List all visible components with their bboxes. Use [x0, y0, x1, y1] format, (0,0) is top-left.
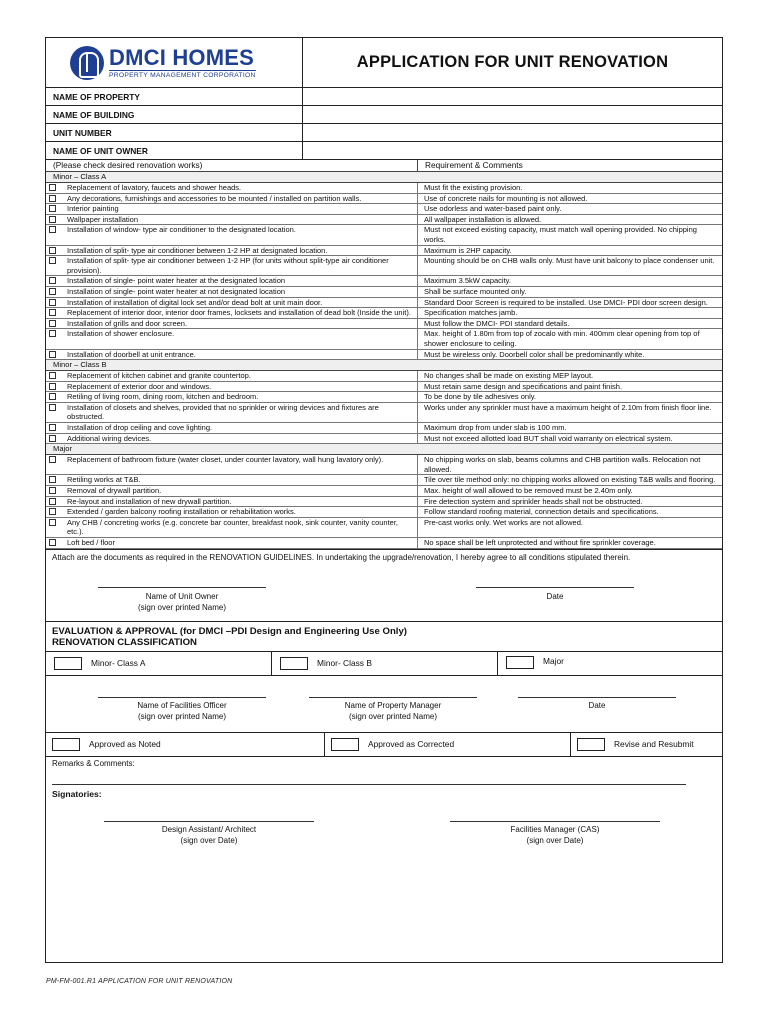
renovation-work-row — [46, 538, 722, 549]
work-description: Wallpaper installation — [67, 214, 139, 224]
work-cell — [46, 287, 418, 297]
work-description: Replacement of lavatory, faucets and shower heads. — [67, 183, 242, 192]
work-checkbox[interactable] — [49, 320, 56, 327]
work-checkbox[interactable] — [49, 184, 56, 191]
works-table-body — [46, 172, 722, 549]
requirement-cell: Maximum drop from under slab is 100 mm. — [424, 423, 567, 433]
renovation-work-row — [46, 276, 722, 287]
works-table-header — [46, 160, 722, 172]
unit-owner-label: NAME OF UNIT OWNER — [46, 142, 303, 159]
work-description: Installation of split- type air conditioner between 1-2 HP (for units without split-type air conditioner provision). — [67, 256, 389, 275]
work-cell — [46, 183, 418, 193]
approved-noted-option[interactable] — [46, 733, 325, 756]
renovation-work-row — [46, 298, 722, 309]
evaluation-heading — [46, 622, 722, 652]
renovation-work-row — [46, 246, 722, 257]
info-row-property — [46, 88, 722, 106]
work-checkbox[interactable] — [49, 456, 56, 463]
requirement-cell: No changes shall be made on existing MEP layout. — [424, 371, 594, 381]
work-description: Retiling works at T&B. — [67, 475, 141, 485]
major-checkbox[interactable] — [506, 656, 534, 669]
work-checkbox[interactable] — [49, 424, 56, 431]
evaluation-title: EVALUATION & APPROVAL (for DMCI –PDI Design and Engineering Use Only) — [52, 625, 407, 637]
requirement-cell: Pre-cast works only. Wet works are not allowed. — [424, 517, 583, 527]
work-description: Installation of window- type air conditioner to the designated location. — [67, 225, 296, 235]
work-cell — [46, 298, 418, 308]
requirement-cell: Specification matches jamb. — [424, 308, 518, 318]
requirement-cell: No space shall be left unprotected and without fire sprinkler coverage. — [424, 538, 656, 547]
requirement-cell: Follow standard roofing material, connection details and specifications. — [424, 507, 659, 517]
work-cell — [46, 246, 418, 256]
work-checkbox[interactable] — [49, 539, 56, 546]
info-row-owner — [46, 142, 722, 160]
requirement-cell: Max. height of wall allowed to be removed must be 2.40m only. — [424, 486, 633, 496]
work-cell — [46, 518, 418, 537]
work-checkbox[interactable] — [49, 508, 56, 515]
signatories-label: Signatories: — [52, 788, 102, 799]
owner-date-line[interactable] — [476, 587, 634, 588]
agreement-block — [46, 549, 722, 622]
requirement-cell: Shall be surface mounted only. — [424, 286, 527, 296]
work-checkbox[interactable] — [49, 498, 56, 505]
facilities-officer-line[interactable] — [98, 697, 266, 698]
section-header: Minor – Class B — [46, 360, 722, 371]
work-description: Re-layout and installation of new drywall partition. — [67, 496, 232, 506]
renovation-work-row — [46, 434, 722, 445]
work-cell — [46, 225, 418, 244]
work-cell — [46, 392, 418, 402]
major-label: Major — [543, 655, 564, 666]
facilities-officer-caption — [98, 700, 266, 722]
renovation-work-row — [46, 423, 722, 434]
form-header — [46, 38, 722, 88]
requirement-cell: Must fit the existing provision. — [424, 183, 523, 192]
work-description: Replacement of interior door, interior door frames, locksets and installation of dead bolt (Inside the unit). — [67, 308, 411, 318]
architect-caption-sign: (sign over Date) — [180, 835, 238, 845]
dmci-logo-icon — [70, 46, 104, 80]
work-description: Installation of drop ceiling and cove lighting. — [67, 423, 213, 433]
major-option[interactable] — [498, 652, 722, 675]
remarks-line[interactable] — [52, 784, 686, 785]
section-header: Minor – Class A — [46, 172, 722, 183]
work-checkbox[interactable] — [49, 404, 56, 411]
work-checkbox[interactable] — [49, 257, 56, 264]
work-checkbox[interactable] — [49, 277, 56, 284]
work-cell — [46, 256, 418, 275]
renovation-work-row — [46, 350, 722, 361]
renovation-work-row — [46, 287, 722, 298]
renovation-work-row — [46, 455, 722, 475]
work-description: Replacement of bathroom fixture (water closet, under counter lavatory, wall hung lavatory only). — [67, 455, 384, 465]
work-description: Additional wiring devices. — [67, 433, 152, 443]
property-manager-caption — [309, 700, 477, 722]
approval-row — [46, 733, 722, 757]
revise-resubmit-checkbox[interactable] — [577, 738, 605, 751]
requirement-cell: Must follow the DMCI- PDI standard details. — [424, 318, 570, 328]
architect-caption — [104, 824, 314, 846]
renovation-work-row — [46, 382, 722, 393]
requirement-cell: Must be wireless only. Doorbell color shall be predominantly white. — [424, 349, 645, 359]
architect-signature-line[interactable] — [104, 821, 314, 822]
facilities-manager-line[interactable] — [450, 821, 660, 822]
work-cell — [46, 350, 418, 360]
work-cell — [46, 538, 418, 548]
property-label: NAME OF PROPERTY — [46, 88, 303, 105]
work-description: Retiling of living room, dining room, kitchen and bedroom. — [67, 392, 259, 402]
class-a-option[interactable] — [46, 652, 272, 675]
requirement-cell: To be done by tile adhesives only. — [424, 392, 537, 402]
work-checkbox[interactable] — [49, 393, 56, 400]
work-description: Replacement of exterior door and windows. — [67, 381, 212, 391]
work-description: Installation of doorbell at unit entrance. — [67, 349, 196, 359]
approved-noted-checkbox[interactable] — [52, 738, 80, 751]
work-checkbox[interactable] — [49, 435, 56, 442]
evaluation-date-line[interactable] — [518, 697, 676, 698]
unit-owner-field[interactable] — [303, 142, 722, 159]
work-cell — [46, 371, 418, 381]
property-field[interactable] — [303, 88, 722, 105]
unit-number-label: UNIT NUMBER — [46, 124, 303, 141]
work-cell — [46, 497, 418, 507]
class-b-label: Minor- Class B — [317, 658, 372, 669]
brand-subtitle: PROPERTY MANAGEMENT CORPORATION — [109, 71, 256, 79]
work-description: Extended / garden balcony roofing installation or rehabilitation works. — [67, 507, 296, 517]
class-a-checkbox[interactable] — [54, 657, 82, 670]
requirement-cell: Fire detection system and sprinkler heads shall not be obstructed. — [424, 496, 643, 506]
agreement-text: Attach are the documents as required in the RENOVATION GUIDELINES. In undertaking the upgrade/renovation, I hereby agree to all conditions stipulated therein. — [52, 552, 631, 562]
renovation-work-row — [46, 256, 722, 276]
form-code-footer: PM-FM-001.R1 APPLICATION FOR UNIT RENOVATION — [46, 978, 233, 985]
work-description: Loft bed / floor — [67, 538, 115, 547]
work-description: Installation of closets and shelves, provided that no sprinkler or wiring devices and fixtures are obstructed. — [67, 402, 379, 422]
class-a-label: Minor- Class A — [91, 658, 146, 669]
work-cell — [46, 319, 418, 329]
renovation-work-row — [46, 486, 722, 497]
renovation-work-row — [46, 183, 722, 194]
officer-caption-sign: (sign over printed Name) — [137, 711, 227, 721]
facilities-caption-name: Facilities Manager (CAS) — [510, 824, 600, 834]
work-cell — [46, 276, 418, 286]
renovation-work-row — [46, 204, 722, 215]
work-description: Any CHB / concreting works (e.g. concrete bar counter, breakfast nook, sink counter, vanity counter, etc.). — [67, 517, 398, 537]
requirement-cell: Maximum 3.5kW capacity. — [424, 276, 511, 286]
work-cell — [46, 194, 418, 204]
work-cell — [46, 308, 418, 318]
renovation-work-row — [46, 319, 722, 330]
requirement-cell: Mounting should be on CHB walls only. Must have unit balcony to place condenser unit. — [424, 256, 715, 266]
requirement-cell: No chipping works on slab, beams columns and CHB partition walls. Relocation not allowed. — [424, 455, 701, 474]
work-checkbox[interactable] — [49, 330, 56, 337]
form-title: APPLICATION FOR UNIT RENOVATION — [356, 53, 669, 71]
revise-resubmit-label: Revise and Resubmit — [614, 739, 694, 750]
requirement-cell: Maximum is 2HP capacity. — [424, 245, 512, 255]
renovation-work-row — [46, 507, 722, 518]
brand-name: DMCI HOMES — [109, 44, 254, 70]
work-checkbox[interactable] — [49, 519, 56, 526]
work-cell — [46, 475, 418, 485]
work-checkbox[interactable] — [49, 216, 56, 223]
facilities-manager-caption — [450, 824, 660, 846]
work-checkbox[interactable] — [49, 205, 56, 212]
work-cell — [46, 507, 418, 517]
work-description: Removal of drywall partition. — [67, 486, 162, 496]
work-cell — [46, 434, 418, 444]
manager-caption-name: Name of Property Manager — [344, 700, 442, 710]
class-b-option[interactable] — [272, 652, 498, 675]
approved-corrected-label: Approved as Corrected — [368, 739, 455, 750]
requirement-cell: Use of concrete nails for mounting is not allowed. — [424, 193, 588, 203]
building-label: NAME OF BUILDING — [46, 106, 303, 123]
requirement-cell: Works under any sprinkler must have a maximum height of 2.10m from finish floor line. — [424, 402, 712, 412]
officer-caption-name: Name of Facilities Officer — [137, 700, 227, 710]
remarks-label: Remarks & Comments: — [52, 758, 135, 768]
property-manager-line[interactable] — [309, 697, 477, 698]
building-field[interactable] — [303, 106, 722, 123]
requirement-cell: Use odorless and water-based paint only. — [424, 204, 562, 214]
renovation-work-row — [46, 225, 722, 245]
info-fields — [46, 88, 722, 160]
requirement-cell: Must retain same design and specifications and paint finish. — [424, 381, 623, 391]
work-checkbox[interactable] — [49, 247, 56, 254]
requirement-cell: Tile over tile method only: no chipping works allowed on existing T&B walls and flooring. — [424, 475, 716, 485]
work-checkbox[interactable] — [49, 299, 56, 306]
work-checkbox[interactable] — [49, 309, 56, 316]
work-checkbox[interactable] — [49, 487, 56, 494]
owner-caption-sign: (sign over printed Name) — [137, 602, 227, 612]
renovation-work-row — [46, 403, 722, 423]
officer-signatures — [46, 676, 722, 733]
info-row-unit — [46, 124, 722, 142]
work-cell — [46, 455, 418, 474]
work-description: Interior painting — [67, 204, 119, 214]
work-description: Installation of single- point water heater at not designated location — [67, 286, 286, 296]
renovation-work-row — [46, 518, 722, 538]
work-checkbox[interactable] — [49, 383, 56, 390]
remarks-block — [46, 757, 722, 854]
renovation-work-row — [46, 308, 722, 319]
work-description: Installation of single- point water heater at the designated location — [67, 276, 286, 286]
renovation-work-row — [46, 329, 722, 349]
work-cell — [46, 215, 418, 225]
owner-date-caption: Date — [546, 591, 564, 601]
owner-caption-name: Name of Unit Owner — [145, 591, 219, 601]
work-cell — [46, 423, 418, 433]
work-checkbox[interactable] — [49, 476, 56, 483]
evaluation-date-caption: Date — [588, 700, 606, 710]
architect-caption-name: Design Assistant/ Architect — [161, 824, 257, 834]
approved-corrected-option[interactable] — [325, 733, 571, 756]
section-header: Major — [46, 444, 722, 455]
work-checkbox[interactable] — [49, 351, 56, 358]
manager-caption-sign: (sign over printed Name) — [348, 711, 438, 721]
facilities-caption-sign: (sign over Date) — [526, 835, 584, 845]
work-cell — [46, 486, 418, 496]
work-cell — [46, 382, 418, 392]
work-cell — [46, 403, 418, 422]
renovation-form — [45, 37, 723, 963]
classification-row — [46, 652, 722, 676]
work-cell — [46, 329, 418, 348]
work-checkbox[interactable] — [49, 195, 56, 202]
work-checkbox[interactable] — [49, 226, 56, 233]
requirement-cell: Must not exceed allotted load BUT shall void warranty on electrical system. — [424, 433, 673, 443]
requirement-cell: Max. height of 1.80m from top of zocalo with min. 400mm clear opening from top of shower enclosure to ceiling. — [424, 329, 700, 348]
renovation-work-row — [46, 194, 722, 205]
work-description: Installation of installation of digital lock set and/or dead bolt at unit main door. — [67, 297, 323, 307]
requirements-column-header: Requirement & Comments — [425, 160, 523, 170]
works-column-header: (Please check desired renovation works) — [46, 160, 418, 171]
work-description: Installation of grills and door screen. — [67, 318, 188, 328]
work-description: Replacement of kitchen cabinet and granite countertop. — [67, 371, 251, 381]
requirement-cell: Standard Door Screen is required to be installed. Use DMCI- PDI door screen design. — [424, 297, 708, 307]
classification-title: RENOVATION CLASSIFICATION — [52, 637, 197, 649]
approved-corrected-checkbox[interactable] — [331, 738, 359, 751]
renovation-work-row — [46, 215, 722, 226]
renovation-work-row — [46, 392, 722, 403]
approved-noted-label: Approved as Noted — [89, 739, 161, 750]
owner-caption — [98, 591, 266, 613]
requirement-cell: All wallpaper installation is allowed. — [424, 214, 542, 224]
unit-number-field[interactable] — [303, 124, 722, 141]
work-checkbox[interactable] — [49, 288, 56, 295]
renovation-work-row — [46, 497, 722, 508]
requirement-cell: Must not exceed existing capacity, must match wall opening provided. No chipping works. — [424, 225, 697, 244]
work-description: Any decorations, furnishings and accessories to be mounted / installed on partition walls. — [67, 193, 362, 203]
renovation-work-row — [46, 371, 722, 382]
work-description: Installation of shower enclosure. — [67, 329, 175, 339]
revise-resubmit-option[interactable] — [571, 733, 722, 756]
renovation-work-row — [46, 475, 722, 486]
info-row-building — [46, 106, 722, 124]
class-b-checkbox[interactable] — [280, 657, 308, 670]
logo — [46, 38, 303, 87]
work-checkbox[interactable] — [49, 372, 56, 379]
work-cell — [46, 204, 418, 214]
work-description: Installation of split- type air conditioner between 1-2 HP at designated location. — [67, 245, 328, 255]
owner-signature-line[interactable] — [98, 587, 266, 588]
